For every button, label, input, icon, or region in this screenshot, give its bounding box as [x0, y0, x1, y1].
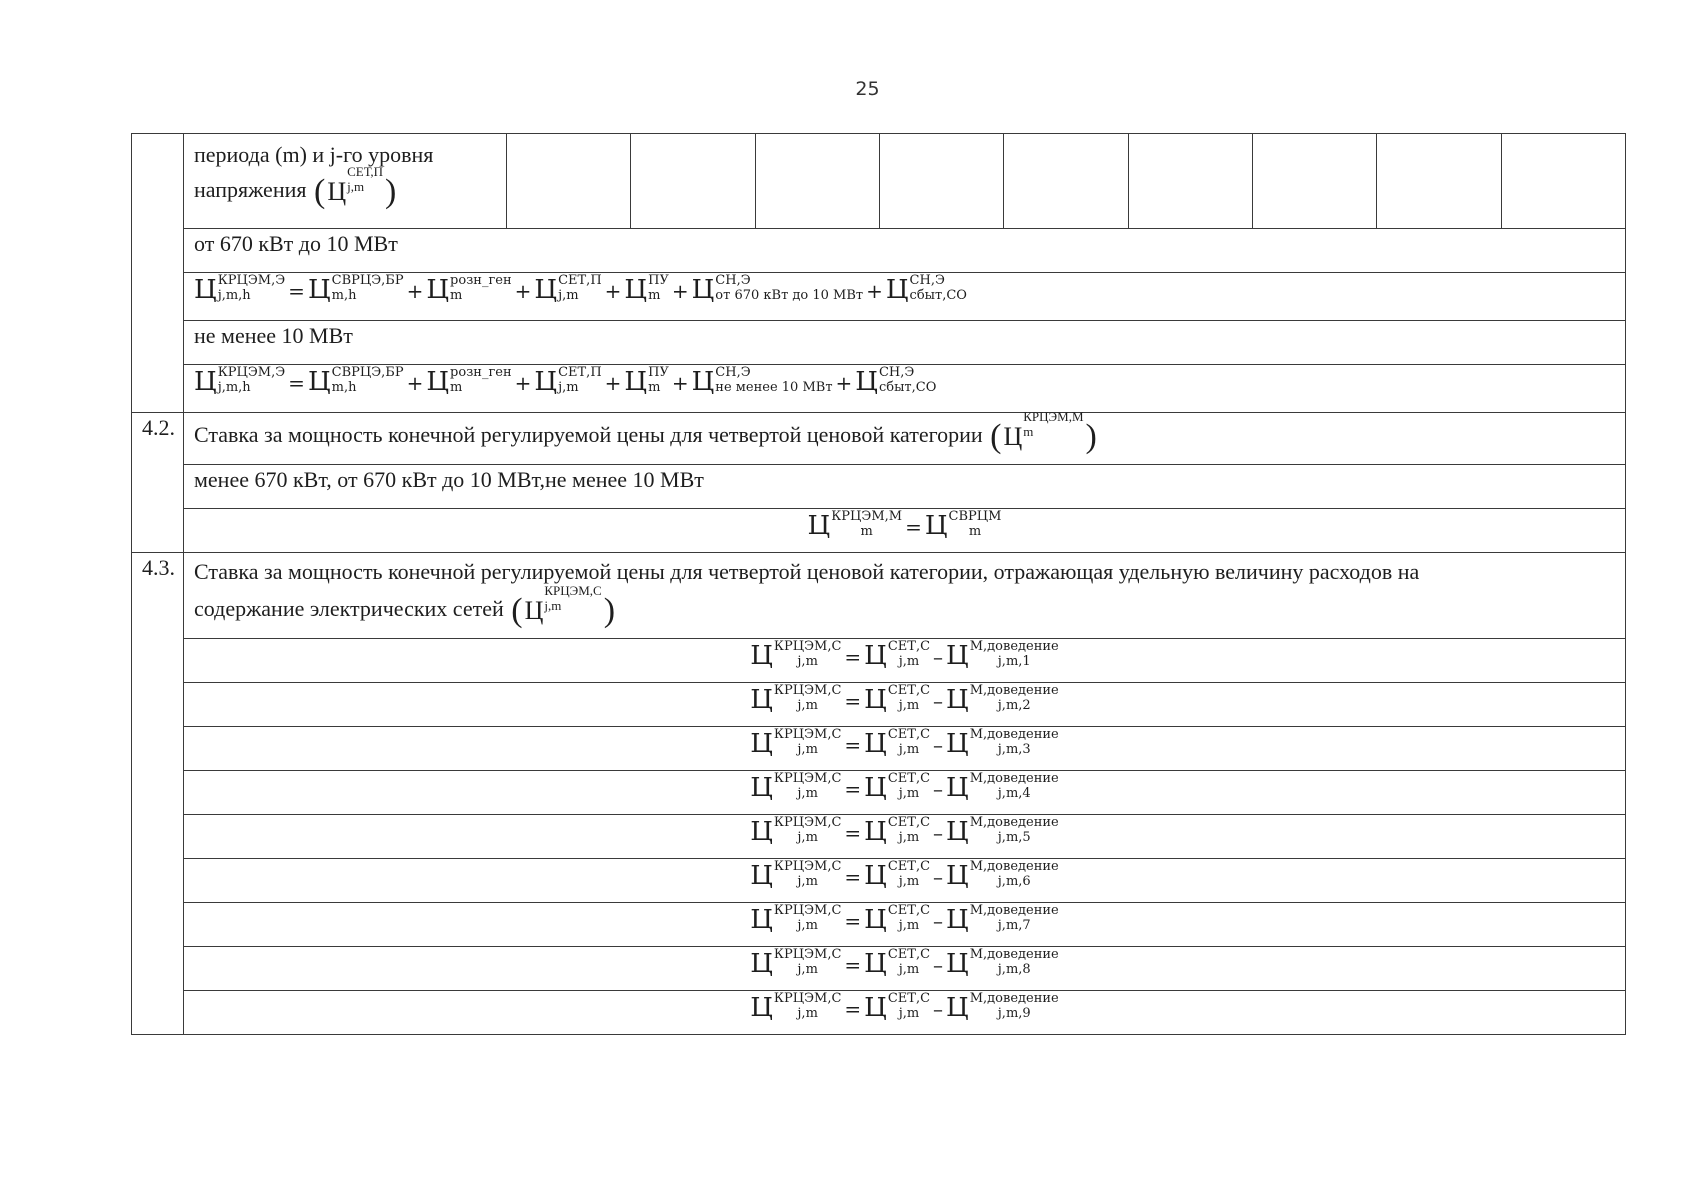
header-empty-cell — [756, 134, 880, 228]
formula-capacity-c: Ц КРЦЭМ,С j,m = Ц СЕТ,С j,m – Ц М,доведение j,m,8 — [750, 947, 1059, 979]
formula-cell — [184, 683, 1626, 727]
formula-capacity-c: Ц КРЦЭМ,С j,m = Ц СЕТ,С j,m – Ц М,доведение j,m,7 — [750, 903, 1059, 935]
header-grid — [184, 134, 1625, 228]
formula-cell — [184, 639, 1626, 683]
table-row — [132, 273, 1626, 321]
row-number: 4.3. — [132, 553, 184, 1035]
header-text-line2-wrap — [194, 164, 506, 212]
header-empty-cell — [1004, 134, 1128, 228]
table-row — [132, 771, 1626, 815]
formula-capacity-c: Ц КРЦЭМ,С j,m = Ц СЕТ,С j,m – Ц М,доведение j,m,5 — [750, 815, 1059, 847]
header-empty-cell — [1129, 134, 1253, 228]
page-number: 25 — [855, 78, 880, 100]
range-label-cell: менее 670 кВт, от 670 кВт до 10 МВт,не менее 10 МВт — [184, 465, 1626, 509]
table-row — [132, 134, 1626, 229]
header-empty-cell — [1502, 134, 1625, 228]
table-row — [132, 229, 1626, 273]
formula-cell — [184, 991, 1626, 1035]
header-symbol: ( Ц СЕТ,П j,m ) — [313, 164, 397, 210]
table-row — [132, 321, 1626, 365]
header-empty-cell — [1377, 134, 1501, 228]
table-row — [132, 815, 1626, 859]
row42-title-cell — [184, 409, 1626, 465]
table-row — [132, 553, 1626, 639]
table-row — [132, 903, 1626, 947]
table-row — [132, 947, 1626, 991]
formula-cell — [184, 509, 1626, 553]
formula-cell — [184, 365, 1626, 413]
header-text-line2: напряжения — [194, 177, 307, 203]
table-row — [132, 727, 1626, 771]
row42-title: Ставка за мощность конечной регулируемой цены для четвертой ценовой категории — [194, 422, 983, 448]
formula-capacity-c: Ц КРЦЭМ,С j,m = Ц СЕТ,С j,m – Ц М,доведение j,m,1 — [750, 639, 1059, 671]
table-row — [132, 859, 1626, 903]
formula-cell — [184, 771, 1626, 815]
header-empty-cell — [507, 134, 631, 228]
table-row — [132, 991, 1626, 1035]
tariff-table — [131, 133, 1626, 1035]
range-label-cell: не менее 10 МВт — [184, 321, 1626, 365]
formula-energy-10plus: Ц КРЦЭМ,Э j,m,h = Ц СВРЦЭ,БР m,h + Ц розн_ген m + Ц СЕТ,П j,m + Ц ПУ m + Ц СН,Э не менее 10 МВт + Ц СН,Э сбыт,СО — [194, 365, 937, 397]
formula-capacity-m: Ц КРЦЭМ,М m = Ц СВРЦМ m — [807, 509, 1002, 541]
table-row — [132, 465, 1626, 509]
header-empty-cell — [631, 134, 755, 228]
header-empty-cell — [880, 134, 1004, 228]
number-cell-empty — [132, 134, 184, 413]
header-empty-cell — [1253, 134, 1377, 228]
formula-cell — [184, 859, 1626, 903]
row43-title-line1: Ставка за мощность конечной регулируемой цены для четвертой ценовой категории, отражающая удельную величину расходов на — [194, 559, 1420, 584]
table-row — [132, 639, 1626, 683]
table-row — [132, 413, 1626, 465]
formula-capacity-c: Ц КРЦЭМ,С j,m = Ц СЕТ,С j,m – Ц М,доведение j,m,4 — [750, 771, 1059, 803]
formula-capacity-c: Ц КРЦЭМ,С j,m = Ц СЕТ,С j,m – Ц М,доведение j,m,9 — [750, 991, 1059, 1023]
header-text-cell — [184, 134, 507, 228]
header-text-line1: периода (m) и j-го уровня — [194, 142, 434, 167]
row43-title-cell — [184, 553, 1626, 639]
row42-symbol: ( Ц КРЦЭМ,М m ) — [990, 409, 1097, 455]
formula-capacity-c: Ц КРЦЭМ,С j,m = Ц СЕТ,С j,m – Ц М,доведение j,m,2 — [750, 683, 1059, 715]
row43-title-line2-wrap — [194, 583, 1615, 631]
table-row — [132, 509, 1626, 553]
formula-cell — [184, 903, 1626, 947]
row-number: 4.2. — [132, 413, 184, 553]
formula-cell — [184, 727, 1626, 771]
formula-capacity-c: Ц КРЦЭМ,С j,m = Ц СЕТ,С j,m – Ц М,доведение j,m,3 — [750, 727, 1059, 759]
formula-cell — [184, 947, 1626, 991]
table-row — [132, 365, 1626, 413]
row43-symbol: ( Ц КРЦЭМ,С j,m ) — [511, 583, 616, 629]
row43-title-line2: содержание электрических сетей — [194, 596, 504, 622]
formula-cell — [184, 815, 1626, 859]
table-row — [132, 683, 1626, 727]
header-cell — [184, 134, 1626, 229]
formula-capacity-c: Ц КРЦЭМ,С j,m = Ц СЕТ,С j,m – Ц М,доведение j,m,6 — [750, 859, 1059, 891]
formula-cell — [184, 273, 1626, 321]
formula-energy-670-10: Ц КРЦЭМ,Э j,m,h = Ц СВРЦЭ,БР m,h + Ц розн_ген m + Ц СЕТ,П j,m + Ц ПУ m + Ц СН,Э от 670 кВт до 10 МВт + Ц СН,Э сбыт,СО — [194, 273, 967, 305]
range-label-cell: от 670 кВт до 10 МВт — [184, 229, 1626, 273]
